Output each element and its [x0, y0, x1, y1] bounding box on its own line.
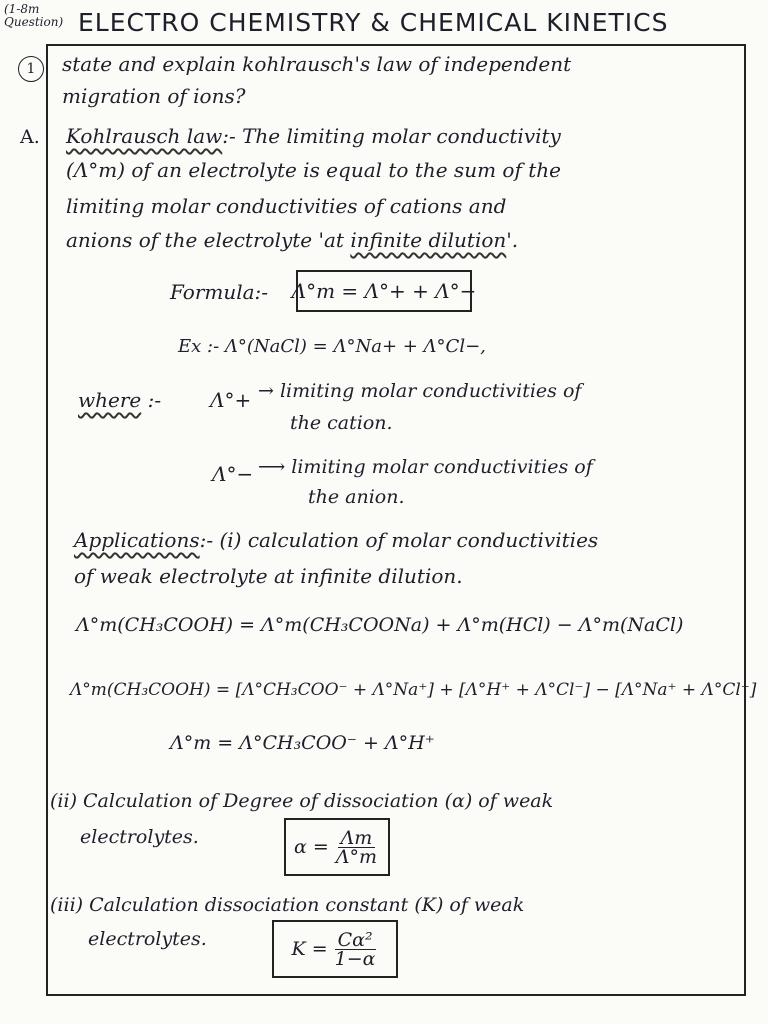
answer-label: A. [20, 126, 40, 148]
formula-label: Formula:- [170, 280, 269, 304]
definition-line-2: (Λ°m) of an electrolyte is equal to the sum of the [66, 158, 561, 182]
question-line-1: state and explain kohlrausch's law of independent [62, 52, 572, 76]
applications-line-1: Applications:- (i) calculation of molar conductivities [74, 528, 599, 552]
anion-description-2: the anion. [308, 486, 405, 508]
question-number-badge: 1 [18, 56, 44, 82]
application-3-line-2: electrolytes. [88, 928, 207, 950]
alpha-formula-box: α = $\frac{\Lambda m}{\Lambda^\circ m}$ [284, 818, 390, 876]
cation-symbol: Λ°+ [210, 388, 252, 412]
cation-description-2: the cation. [290, 412, 393, 434]
definition-line-4: anions of the electrolyte 'at infinite dilution'. [66, 228, 519, 252]
definition-line-3: limiting molar conductivities of cations and [66, 194, 507, 218]
k-formula-box: K = $\frac{\text{Cα²}}{1-\alpha}$ [272, 920, 398, 978]
anion-symbol: Λ°− [212, 462, 254, 486]
where-label: where :- [78, 388, 162, 412]
applications-line-2: of weak electrolyte at infinite dilution. [74, 564, 463, 588]
margin-note: (1-8m Question) [4, 2, 64, 29]
content-frame [46, 44, 746, 996]
example-equation: Ex :- Λ°(NaCl) = Λ°Na+ + Λ°Cl−, [178, 336, 486, 357]
cation-description: → limiting molar conductivities of [258, 380, 582, 402]
application-2-line-2: electrolytes. [80, 826, 199, 848]
page-title: ELECTRO CHEMISTRY & CHEMICAL KINETICS [78, 8, 669, 37]
application-3-line-1: (iii) Calculation dissociation constant (K) of weak [50, 894, 525, 916]
formula-box: Λ°m = Λ°+ + Λ°− [296, 270, 472, 312]
equation-2: Λ°m(CH₃COOH) = [Λ°CH₃COO⁻ + Λ°Na⁺] + [Λ°H⁺ + Λ°Cl⁻] − [Λ°Na⁺ + Λ°Cl⁻] [70, 680, 757, 700]
definition-line-1: Kohlrausch law:- The limiting molar conductivity [66, 124, 561, 148]
question-line-2: migration of ions? [62, 84, 246, 108]
equation-1: Λ°m(CH₃COOH) = Λ°m(CH₃COONa) + Λ°m(HCl) − Λ°m(NaCl) [76, 614, 684, 636]
term-kohlrausch-law: Kohlrausch law [66, 124, 223, 148]
equation-3: Λ°m = Λ°CH₃COO⁻ + Λ°H⁺ [170, 732, 435, 754]
application-2-line-1: (ii) Calculation of Degree of dissociation (α) of weak [50, 790, 554, 812]
anion-description: ⟶ limiting molar conductivities of [258, 456, 593, 478]
